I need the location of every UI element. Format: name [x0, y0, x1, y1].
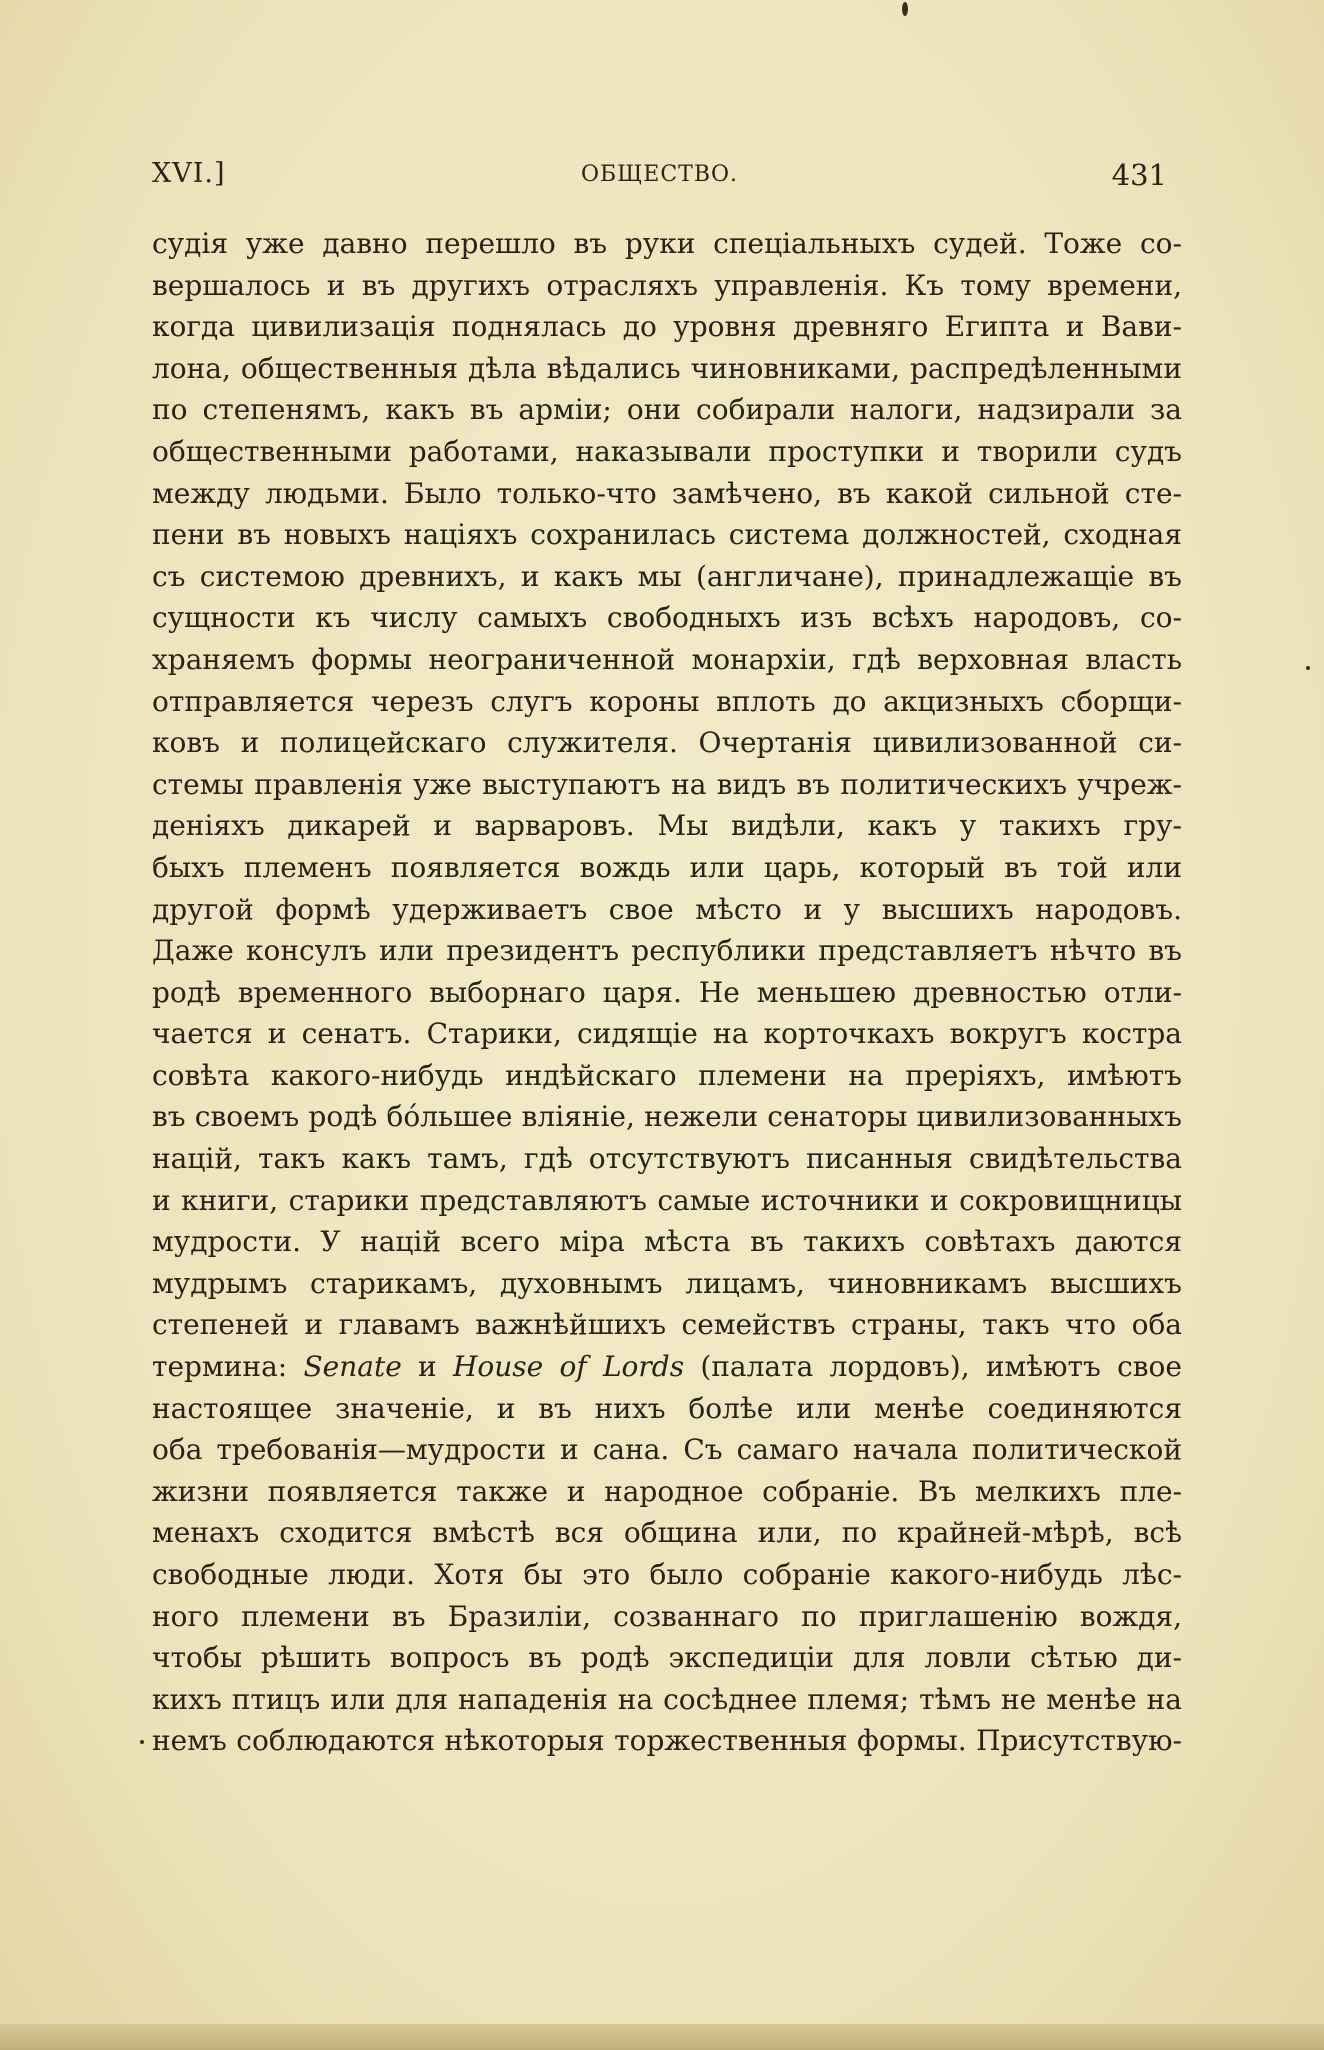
text-line: термина: Senate и House of Lords (палата лордовъ), имѣютъ свое [152, 1350, 1182, 1384]
text-line: кихъ птицъ или для нападенія на сосѣднее племя; тѣмъ не менѣе на [152, 1682, 1182, 1716]
text-line: чтобы рѣшить вопросъ въ родѣ экспедиціи для ловли сѣтью ди- [152, 1641, 1182, 1675]
text-line: вершалось и въ другихъ отрасляхъ управленія. Къ тому времени, [152, 268, 1182, 302]
text-line: оба требованія—мудрости и сана. Съ самаго начала политической [152, 1433, 1182, 1467]
text-line: деніяхъ дикарей и варваровъ. Мы видѣли, какъ у такихъ гру- [152, 809, 1182, 843]
text-line: лона, общественныя дѣла вѣдались чиновниками, распредѣленными [152, 351, 1182, 385]
text-line: общественными работами, наказывали проступки и творили судъ [152, 434, 1182, 468]
text-line: мудрымъ старикамъ, духовнымъ лицамъ, чиновникамъ высшихъ [152, 1266, 1182, 1300]
text-line: другой формѣ удерживаетъ свое мѣсто и у высшихъ народовъ. [152, 892, 1182, 926]
text-line: жизни появляется также и народное собраніе. Въ мелкихъ пле- [152, 1474, 1182, 1508]
text-line: стемы правленія уже выступаютъ на видъ въ политическихъ учреж- [152, 767, 1182, 801]
text-line: свободные люди. Хотя бы это было собраніе какого-нибудь лѣс- [152, 1558, 1182, 1591]
chapter-marker: XVI.] [152, 158, 226, 189]
page-bottom-edge [0, 2024, 1324, 2050]
text-line: между людьми. Было только-что замѣчено, въ какой сильной сте- [152, 476, 1182, 510]
text-line: родѣ временного выборнаго царя. Не меньшею древностью отли- [152, 975, 1182, 1009]
ink-speck [140, 1740, 144, 1744]
page-number: 431 [1111, 158, 1167, 192]
text-line: степеней и главамъ важнѣйшихъ семействъ страны, такъ что оба [152, 1308, 1182, 1342]
text-line: менахъ сходится вмѣстѣ вся община или, по крайней-мѣрѣ, всѣ [152, 1516, 1182, 1550]
term-senate: Senate [303, 1350, 402, 1384]
text-line: отправляется черезъ слугъ короны вплоть до акцизныхъ сборщи- [152, 684, 1182, 718]
text-line: быхъ племенъ появляется вождь или царь, который въ той или [152, 850, 1182, 884]
text-line: ного племени въ Бразиліи, созваннаго по приглашенію вождя, [152, 1599, 1182, 1633]
running-title: ОБЩЕСТВО. [580, 162, 739, 187]
term-house-of-lords: House of Lords [452, 1350, 685, 1384]
text-line: сущности къ числу самыхъ свободныхъ изъ всѣхъ народовъ, со- [152, 601, 1182, 635]
text-line: съ системою древнихъ, и какъ мы (англичане), принадлежащіе въ [152, 559, 1182, 593]
text-line: судія уже давно перешло въ руки спеціальныхъ судей. Тоже со- [152, 227, 1182, 260]
text-line: совѣта какого-нибудь индѣйскаго племени на преріяхъ, имѣютъ [152, 1058, 1182, 1092]
text-line: по степенямъ, какъ въ арміи; они собирали налоги, надзирали за [152, 393, 1182, 427]
text-line: ковъ и полицейскаго служителя. Очертанія цивилизованной си- [152, 726, 1182, 760]
text-line: пени въ новыхъ націяхъ сохранилась система должностей, сходная [152, 518, 1182, 552]
text-line: и книги, старики представляютъ самые источники и сокровищницы [152, 1183, 1182, 1217]
running-header [152, 158, 1167, 198]
text-line: въ своемъ родѣ бо́льшее вліяніе, нежели сенаторы цивилизованныхъ [152, 1100, 1182, 1134]
text-line: чается и сенатъ. Старики, сидящіе на корточкахъ вокругъ костра [152, 1017, 1182, 1051]
ink-speck [902, 2, 908, 16]
text-line: немъ соблюдаются нѣкоторыя торжественныя формы. Присутствую- [152, 1724, 1182, 1758]
text-line: мудрости. У націй всего міра мѣста въ такихъ совѣтахъ даются [152, 1225, 1182, 1259]
text-line: настоящее значеніе, и въ нихъ болѣе или менѣе соединяются [152, 1391, 1182, 1425]
ink-speck [1306, 666, 1310, 670]
text-line: націй, такъ какъ тамъ, гдѣ отсутствуютъ писанныя свидѣтельства [152, 1142, 1182, 1176]
text-line: Даже консулъ или президентъ республики представляетъ нѣчто въ [152, 934, 1182, 968]
body-text [152, 223, 1182, 1762]
text-line: когда цивилизація поднялась до уровня древняго Египта и Вави- [152, 310, 1182, 344]
text-line: храняемъ формы неограниченной монархіи, гдѣ верховная власть [152, 642, 1182, 676]
